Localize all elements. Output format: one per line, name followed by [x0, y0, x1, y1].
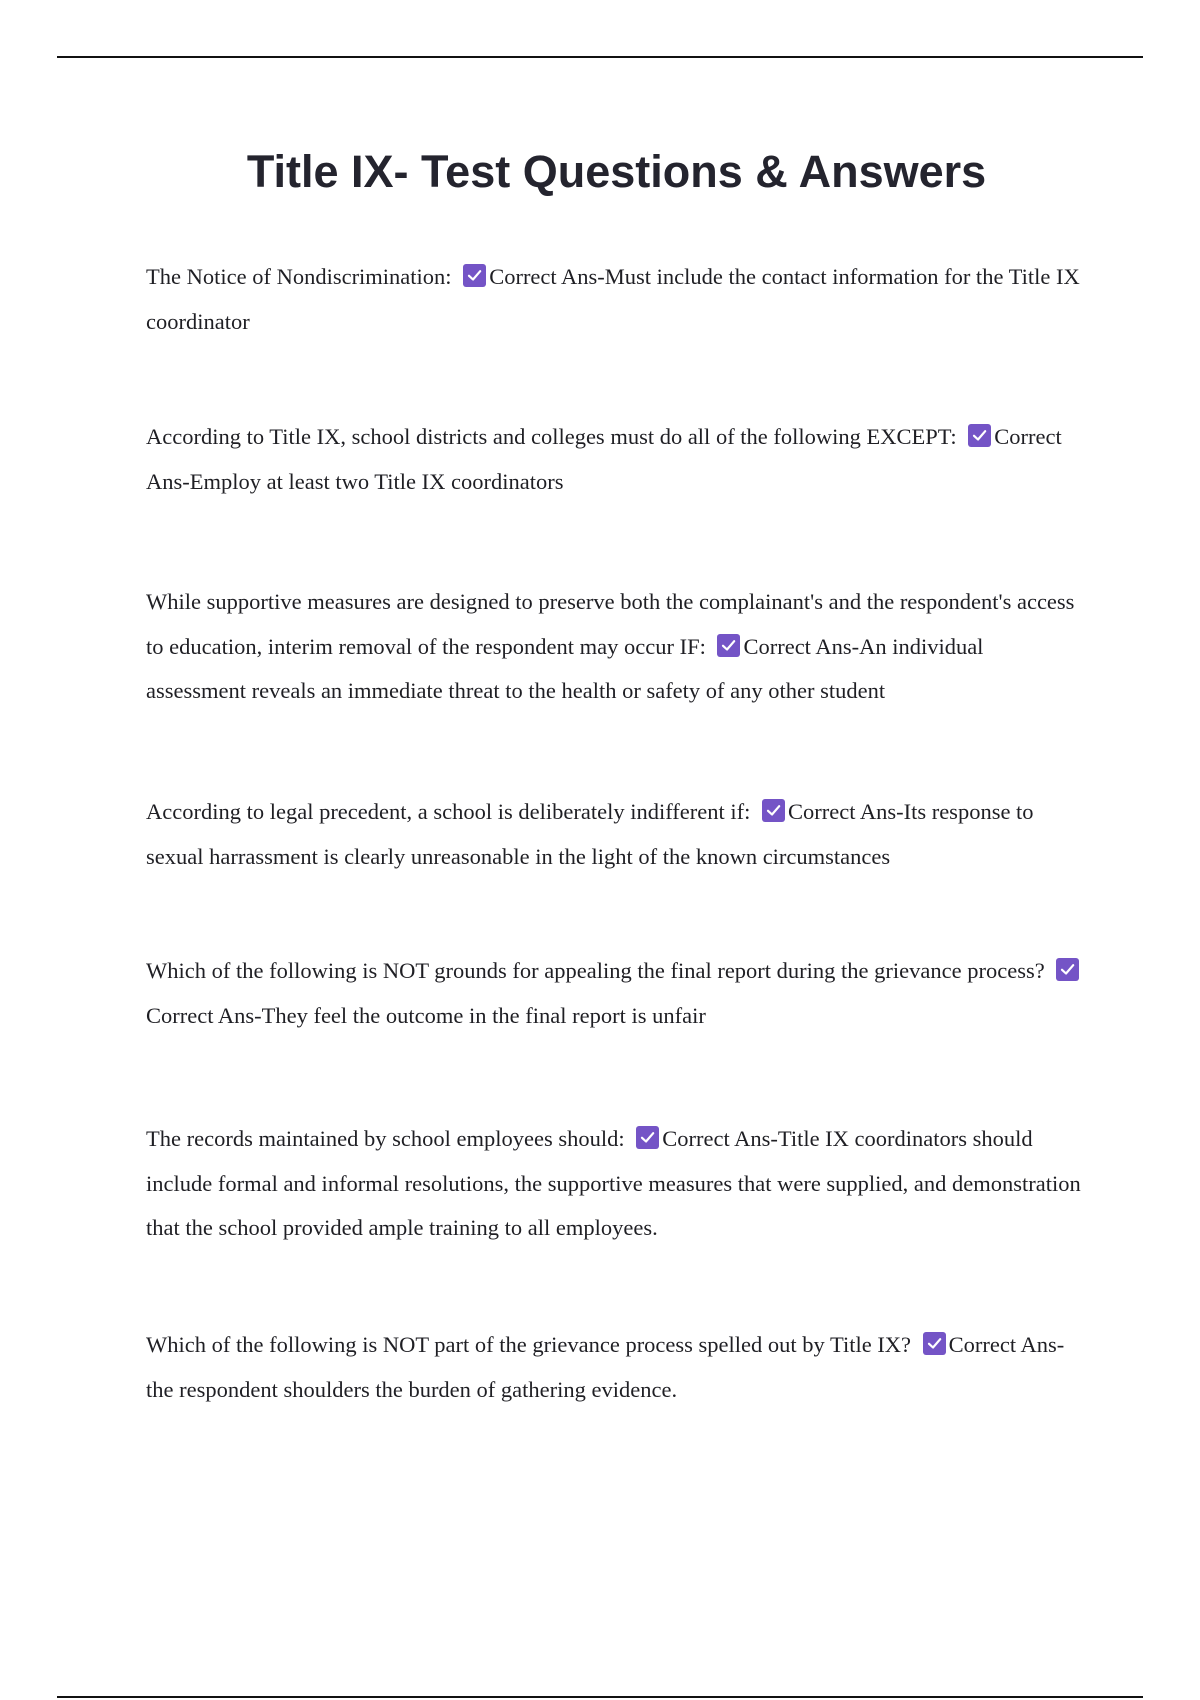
question-text: According to Title IX, school districts and colleges must do all of the following EXCEPT:: [146, 424, 957, 449]
question-text: Which of the following is NOT grounds for appealing the final report during the grievance process?: [146, 958, 1045, 983]
qa-item: [146, 1117, 1086, 1251]
bottom-rule: [57, 1696, 1143, 1698]
question-text: The records maintained by school employees should:: [146, 1126, 625, 1151]
checkbox-checked-icon: [636, 1126, 659, 1149]
top-rule: [57, 56, 1143, 58]
answer-text: Correct Ans-They feel the outcome in the final report is unfair: [146, 1002, 706, 1028]
answer-text: Correct Ans-Must include the contact information for the Title IX coordinator: [146, 264, 1080, 334]
checkbox-checked-icon: [463, 264, 486, 287]
checkbox-checked-icon: [968, 424, 991, 447]
checkbox-checked-icon: [923, 1332, 946, 1355]
checkbox-checked-icon: [1056, 958, 1079, 981]
question-text: While supportive measures are designed to preserve both the complainant's and the respondent's access to education, interim removal of the respondent may occur IF:: [146, 589, 1075, 659]
qa-item: [146, 949, 1086, 1038]
question-text: The Notice of Nondiscrimination:: [146, 264, 452, 289]
qa-item: [146, 580, 1086, 714]
answer-text: Correct Ans-Title IX coordinators should include formal and informal resolutions, the supportive measures that were supplied, and demonstration that the school provided ample training to all employees.: [146, 1126, 1081, 1240]
page-title: Title IX- Test Questions & Answers: [246, 146, 987, 197]
answer-text: Correct Ans-An individual assessment reveals an immediate threat to the health or safety of any other student: [146, 633, 984, 703]
qa-item: [146, 790, 1086, 879]
qa-item: [146, 415, 1086, 504]
answer-text: Correct Ans-Employ at least two Title IX coordinators: [146, 424, 1062, 494]
qa-item: [146, 1323, 1086, 1412]
answer-text: Correct Ans-Its response to sexual harrassment is clearly unreasonable in the light of the known circumstances: [146, 799, 1034, 869]
checkbox-checked-icon: [717, 634, 740, 657]
qa-item: [146, 255, 1086, 344]
question-text: Which of the following is NOT part of the grievance process spelled out by Title IX?: [146, 1332, 912, 1357]
question-text: According to legal precedent, a school is deliberately indifferent if:: [146, 799, 751, 824]
answer-text: Correct Ans-the respondent shoulders the burden of gathering evidence.: [146, 1332, 1065, 1402]
checkbox-checked-icon: [762, 799, 785, 822]
